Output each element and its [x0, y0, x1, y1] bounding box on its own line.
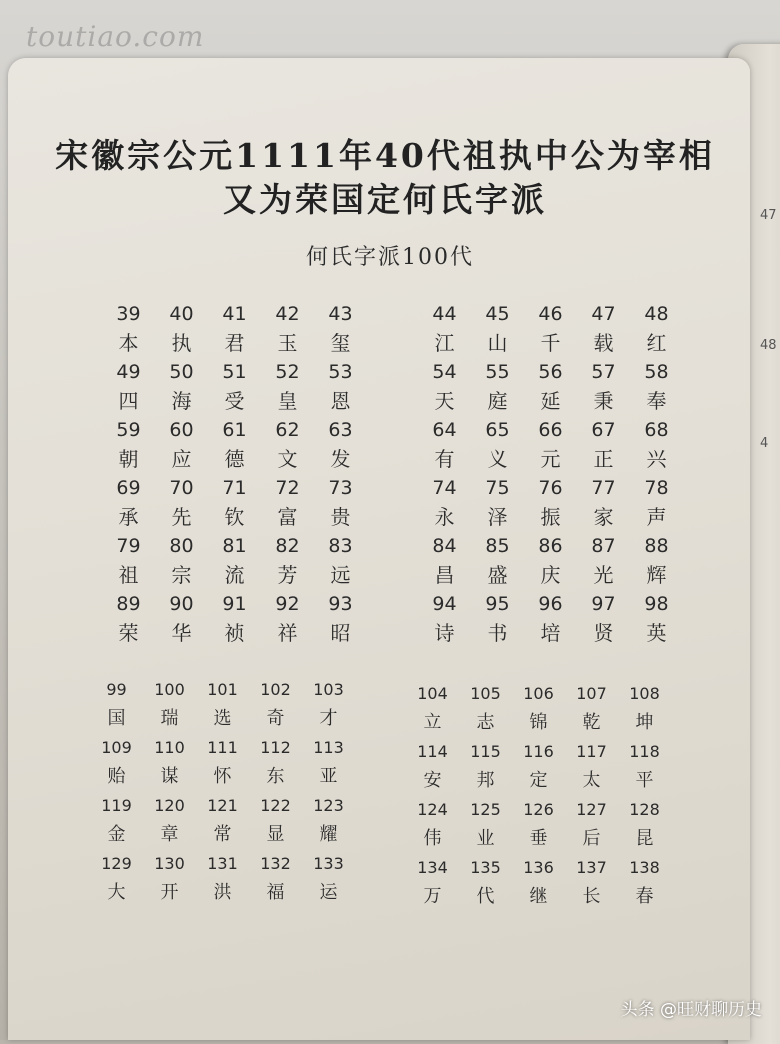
- generation-number-row: [418, 358, 683, 387]
- generation-number: 135: [470, 858, 501, 877]
- generation-character: 千: [540, 331, 561, 355]
- generation-number: 138: [629, 858, 660, 877]
- generation-character: 荣: [118, 621, 139, 645]
- generation-number: 51: [222, 361, 247, 383]
- generation-number-row: [406, 854, 671, 883]
- generation-number-row: [102, 532, 367, 561]
- generation-character: 安: [423, 770, 442, 791]
- generation-character: 奇: [266, 708, 285, 729]
- generation-character: 光: [593, 563, 614, 587]
- generation-character: 钦: [224, 505, 245, 529]
- generation-character-row: [418, 445, 683, 474]
- generation-character: 运: [319, 882, 338, 903]
- generation-number: 54: [432, 361, 457, 383]
- generation-number: 78: [644, 477, 669, 499]
- generation-number: 39: [116, 303, 141, 325]
- generation-character: 业: [476, 828, 495, 849]
- generation-number: 100: [154, 680, 185, 699]
- generation-character: 太: [582, 770, 601, 791]
- generation-number: 44: [432, 303, 457, 325]
- generation-number-row: [418, 300, 683, 329]
- generation-number: 101: [207, 680, 238, 699]
- generation-character: 玺: [330, 331, 351, 355]
- generation-number: 41: [222, 303, 247, 325]
- generation-character: 声: [646, 505, 667, 529]
- generation-number: 58: [644, 361, 669, 383]
- generation-character: 谋: [160, 766, 179, 787]
- generation-number: 132: [260, 854, 291, 873]
- generation-number: 42: [275, 303, 300, 325]
- generation-character-row: [418, 329, 683, 358]
- generation-character-row: [90, 705, 355, 734]
- generation-character: 立: [423, 712, 442, 733]
- generation-block-104-138: [406, 680, 671, 912]
- generation-character: 培: [540, 621, 561, 645]
- generation-character: 先: [171, 505, 192, 529]
- generation-number: 67: [591, 419, 616, 441]
- section-subtitle: 何氏字派100代: [306, 245, 474, 270]
- generation-block-44-98: [418, 300, 683, 648]
- generation-character: 有: [434, 447, 455, 471]
- generation-number-row: [418, 590, 683, 619]
- generation-character: 盛: [487, 563, 508, 587]
- generation-character: 江: [434, 331, 455, 355]
- generation-character: 常: [213, 824, 232, 845]
- generation-number: 96: [538, 593, 563, 615]
- generation-character: 流: [224, 563, 245, 587]
- generation-number: 69: [116, 477, 141, 499]
- generation-number: 130: [154, 854, 185, 873]
- generation-character: 红: [646, 331, 667, 355]
- generation-character: 应: [171, 447, 192, 471]
- generation-number: 53: [328, 361, 353, 383]
- generation-number: 70: [169, 477, 194, 499]
- generation-number: 56: [538, 361, 563, 383]
- generation-character: 宗: [171, 563, 192, 587]
- generation-number: 111: [207, 738, 238, 757]
- generation-number-row: [418, 416, 683, 445]
- generation-character: 振: [540, 505, 561, 529]
- generation-number: 49: [116, 361, 141, 383]
- generation-character: 锦: [529, 712, 548, 733]
- generation-character: 德: [224, 447, 245, 471]
- generation-number: 83: [328, 535, 353, 557]
- generation-number: 99: [106, 680, 127, 699]
- generation-number: 94: [432, 593, 457, 615]
- generation-character: 万: [423, 886, 442, 907]
- generation-character: 金: [107, 824, 126, 845]
- generation-number: 106: [523, 684, 554, 703]
- generation-number: 137: [576, 858, 607, 877]
- generation-number: 50: [169, 361, 194, 383]
- generation-character: 发: [330, 447, 351, 471]
- generation-number: 104: [417, 684, 448, 703]
- generation-character: 洪: [213, 882, 232, 903]
- generation-number: 80: [169, 535, 194, 557]
- generation-character: 乾: [582, 712, 601, 733]
- generation-character: 延: [540, 389, 561, 413]
- generation-character: 本: [118, 331, 139, 355]
- generation-number: 109: [101, 738, 132, 757]
- generation-number: 124: [417, 800, 448, 819]
- generation-number-row: [418, 532, 683, 561]
- generation-character: 昌: [434, 563, 455, 587]
- generation-number: 117: [576, 742, 607, 761]
- generation-number: 88: [644, 535, 669, 557]
- generation-character: 贵: [330, 505, 351, 529]
- generation-number-row: [90, 850, 355, 879]
- generation-number: 45: [485, 303, 510, 325]
- generation-character: 朝: [118, 447, 139, 471]
- generation-character: 受: [224, 389, 245, 413]
- generation-character: 永: [434, 505, 455, 529]
- generation-character: 玉: [277, 331, 298, 355]
- generation-number: 123: [313, 796, 344, 815]
- generation-number-row: [102, 358, 367, 387]
- generation-number: 81: [222, 535, 247, 557]
- generation-number: 85: [485, 535, 510, 557]
- generation-number: 108: [629, 684, 660, 703]
- generation-number: 125: [470, 800, 501, 819]
- generation-character-row: [406, 709, 671, 738]
- generation-character: 定: [529, 770, 548, 791]
- adjacent-page-number: 48: [760, 338, 777, 353]
- generation-number: 75: [485, 477, 510, 499]
- generation-character: 国: [107, 708, 126, 729]
- generation-character: 山: [487, 331, 508, 355]
- generation-character: 华: [171, 621, 192, 645]
- generation-number-row: [90, 676, 355, 705]
- generation-number: 107: [576, 684, 607, 703]
- generation-character-row: [102, 387, 367, 416]
- generation-character: 执: [171, 331, 192, 355]
- generation-character-row: [102, 619, 367, 648]
- generation-number: 136: [523, 858, 554, 877]
- generation-character: 泽: [487, 505, 508, 529]
- generation-character: 继: [529, 886, 548, 907]
- generation-number: 90: [169, 593, 194, 615]
- generation-number: 79: [116, 535, 141, 557]
- generation-character: 富: [277, 505, 298, 529]
- generation-number: 133: [313, 854, 344, 873]
- generation-number-row: [102, 416, 367, 445]
- generation-number: 120: [154, 796, 185, 815]
- adjacent-page-number: 47: [760, 208, 777, 223]
- generation-character: 祯: [224, 621, 245, 645]
- generation-number-row: [406, 738, 671, 767]
- generation-number: 102: [260, 680, 291, 699]
- generation-number: 118: [629, 742, 660, 761]
- generation-character: 才: [319, 708, 338, 729]
- generation-number: 68: [644, 419, 669, 441]
- generation-character: 远: [330, 563, 351, 587]
- generation-character: 正: [593, 447, 614, 471]
- generation-number: 55: [485, 361, 510, 383]
- generation-number: 121: [207, 796, 238, 815]
- generation-character: 春: [635, 886, 654, 907]
- generation-number: 82: [275, 535, 300, 557]
- generation-character: 坤: [635, 712, 654, 733]
- generation-character: 载: [593, 331, 614, 355]
- generation-character: 君: [224, 331, 245, 355]
- generation-number: 57: [591, 361, 616, 383]
- generation-character-row: [406, 825, 671, 854]
- generation-number: 71: [222, 477, 247, 499]
- generation-character: 亚: [319, 766, 338, 787]
- generation-character-row: [406, 883, 671, 912]
- generation-number: 128: [629, 800, 660, 819]
- generation-number: 66: [538, 419, 563, 441]
- generation-number: 48: [644, 303, 669, 325]
- generation-character: 祥: [277, 621, 298, 645]
- generation-number: 98: [644, 593, 669, 615]
- generation-character-row: [102, 329, 367, 358]
- generation-number: 134: [417, 858, 448, 877]
- generation-character: 平: [635, 770, 654, 791]
- generation-character: 章: [160, 824, 179, 845]
- generation-number: 40: [169, 303, 194, 325]
- generation-number: 65: [485, 419, 510, 441]
- generation-number: 60: [169, 419, 194, 441]
- generation-number: 95: [485, 593, 510, 615]
- generation-character: 英: [646, 621, 667, 645]
- generation-character: 元: [540, 447, 561, 471]
- generation-character: 文: [277, 447, 298, 471]
- generation-character: 长: [582, 886, 601, 907]
- generation-number: 76: [538, 477, 563, 499]
- generation-character: 怀: [213, 766, 232, 787]
- generation-character: 皇: [277, 389, 298, 413]
- generation-number-row: [406, 680, 671, 709]
- generation-character-row: [102, 503, 367, 532]
- generation-number: 119: [101, 796, 132, 815]
- generation-character: 开: [160, 882, 179, 903]
- generation-number-row: [90, 792, 355, 821]
- adjacent-page-number: 4: [760, 436, 769, 451]
- generation-number: 113: [313, 738, 344, 757]
- generation-number: 91: [222, 593, 247, 615]
- generation-number: 64: [432, 419, 457, 441]
- generation-character: 耀: [319, 824, 338, 845]
- generation-character-row: [102, 445, 367, 474]
- generation-number: 72: [275, 477, 300, 499]
- generation-character: 庭: [487, 389, 508, 413]
- generation-character: 奉: [646, 389, 667, 413]
- generation-number: 92: [275, 593, 300, 615]
- generation-block-99-133: [90, 676, 355, 908]
- generation-number: 115: [470, 742, 501, 761]
- generation-number: 87: [591, 535, 616, 557]
- generation-number: 84: [432, 535, 457, 557]
- page-title-line-2: 又为荣国定何氏字派: [223, 180, 547, 219]
- generation-character: 后: [582, 828, 601, 849]
- generation-number: 129: [101, 854, 132, 873]
- generation-character-row: [90, 821, 355, 850]
- generation-number: 77: [591, 477, 616, 499]
- generation-character: 显: [266, 824, 285, 845]
- generation-character: 庆: [540, 563, 561, 587]
- generation-number-row: [102, 590, 367, 619]
- generation-number: 47: [591, 303, 616, 325]
- generation-character: 家: [593, 505, 614, 529]
- generation-number: 103: [313, 680, 344, 699]
- generation-character: 书: [487, 621, 508, 645]
- generation-character: 芳: [277, 563, 298, 587]
- generation-number: 112: [260, 738, 291, 757]
- generation-character: 福: [266, 882, 285, 903]
- generation-number-row: [102, 474, 367, 503]
- generation-character: 秉: [593, 389, 614, 413]
- generation-character: 代: [476, 886, 495, 907]
- generation-character: 东: [266, 766, 285, 787]
- generation-number: 126: [523, 800, 554, 819]
- generation-character: 垂: [529, 828, 548, 849]
- generation-character: 邦: [476, 770, 495, 791]
- generation-character: 贤: [593, 621, 614, 645]
- generation-character-row: [90, 763, 355, 792]
- generation-character: 昭: [330, 621, 351, 645]
- generation-number: 110: [154, 738, 185, 757]
- generation-number-row: [90, 734, 355, 763]
- generation-character-row: [406, 767, 671, 796]
- generation-character: 辉: [646, 563, 667, 587]
- generation-character: 伟: [423, 828, 442, 849]
- generation-character-row: [418, 387, 683, 416]
- generation-character: 贻: [107, 766, 126, 787]
- generation-character: 义: [487, 447, 508, 471]
- generation-number: 73: [328, 477, 353, 499]
- generation-number: 89: [116, 593, 141, 615]
- generation-block-39-93: [102, 300, 367, 648]
- generation-character-row: [418, 619, 683, 648]
- generation-number: 74: [432, 477, 457, 499]
- generation-character-row: [418, 503, 683, 532]
- generation-number: 105: [470, 684, 501, 703]
- generation-character: 昆: [635, 828, 654, 849]
- generation-number: 131: [207, 854, 238, 873]
- generation-character: 恩: [330, 389, 351, 413]
- generation-character-row: [418, 561, 683, 590]
- generation-number: 62: [275, 419, 300, 441]
- generation-number: 122: [260, 796, 291, 815]
- generation-character: 瑞: [160, 708, 179, 729]
- page-title-line-1: 宋徽宗公元1111年40代祖执中公为宰相: [55, 136, 715, 175]
- generation-character: 大: [107, 882, 126, 903]
- generation-character: 天: [434, 389, 455, 413]
- generation-number: 46: [538, 303, 563, 325]
- generation-character-row: [102, 561, 367, 590]
- generation-number-row: [418, 474, 683, 503]
- generation-number: 114: [417, 742, 448, 761]
- generation-character-row: [90, 879, 355, 908]
- generation-number: 63: [328, 419, 353, 441]
- generation-character: 四: [118, 389, 139, 413]
- generation-number: 127: [576, 800, 607, 819]
- watermark: toutiao.com: [26, 20, 205, 53]
- generation-number: 93: [328, 593, 353, 615]
- generation-character: 选: [213, 708, 232, 729]
- footer-credit: 头条 @旺财聊历史: [620, 1000, 762, 1020]
- generation-number: 116: [523, 742, 554, 761]
- generation-number: 52: [275, 361, 300, 383]
- generation-character: 承: [118, 505, 139, 529]
- generation-number-row: [102, 300, 367, 329]
- generation-number: 43: [328, 303, 353, 325]
- generation-character: 诗: [434, 621, 455, 645]
- generation-number: 59: [116, 419, 141, 441]
- generation-character: 兴: [646, 447, 667, 471]
- generation-character: 海: [171, 389, 192, 413]
- generation-number: 61: [222, 419, 247, 441]
- generation-number-row: [406, 796, 671, 825]
- generation-character: 祖: [118, 563, 139, 587]
- generation-number: 97: [591, 593, 616, 615]
- generation-character: 志: [476, 712, 495, 733]
- generation-number: 86: [538, 535, 563, 557]
